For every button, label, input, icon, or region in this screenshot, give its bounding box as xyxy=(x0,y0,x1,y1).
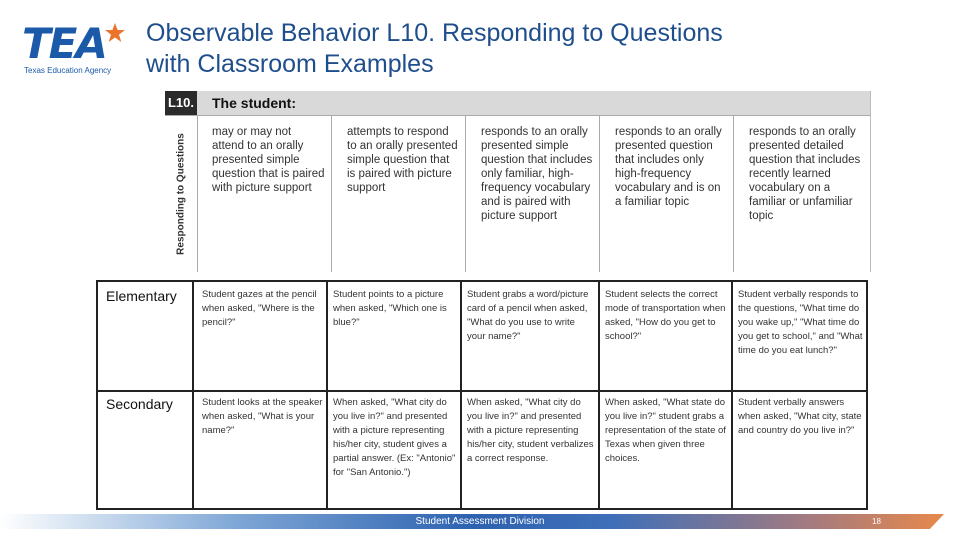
example-cell: When asked, "What city do you live in?" and presented with a picture representing his/her city, student verbalizes a correct response. xyxy=(467,397,594,464)
example-cell: When asked, "What city do you live in?" and presented with a picture representing his/her city, student gives a partial answer. (Ex: "Antonio" for "San Antonio.") xyxy=(333,397,456,478)
logo-subtitle: Texas Education Agency xyxy=(24,66,112,75)
logo-text: TEA xyxy=(22,19,106,68)
row-label-secondary: Secondary xyxy=(96,390,192,508)
rubric-level-4: responds to an orally presented question that includes only high-frequency vocabulary and is on a familiar topic xyxy=(600,116,734,272)
rubric-side-text: Responding to Questions xyxy=(175,133,187,255)
rubric-level-1: may or may not attend to an orally presented simple question that is paired with picture support xyxy=(197,116,332,272)
example-cell: When asked, "What state do you live in?" student grabs a representation of the state of Texas when given three choices. xyxy=(605,397,726,464)
rubric-header xyxy=(165,91,870,116)
divider xyxy=(866,390,868,508)
rubric-header-label: The student: xyxy=(212,95,296,111)
example-cell: Student looks at the speaker when asked, "What is your name?" xyxy=(202,397,323,436)
example-cell: Student gazes at the pencil when asked, "Where is the pencil?" xyxy=(202,289,317,328)
example-cell: Student grabs a word/picture card of a pencil when asked, "What do you use to write your name?" xyxy=(467,289,589,342)
page-title xyxy=(146,18,906,80)
rubric-image xyxy=(165,91,871,272)
example-cell: Student verbally responds to the questions, "What time do you wake up," "What time do you get to school," and "What time do you eat lunch?" xyxy=(738,289,863,356)
star-icon xyxy=(104,22,126,44)
footer-text: Student Assessment Division xyxy=(415,516,545,527)
rubric-level-2: attempts to respond to an orally presented simple question that is paired with picture support xyxy=(332,116,466,272)
example-cell: Student points to a picture when asked, "Which one is blue?" xyxy=(333,289,447,328)
divider xyxy=(866,282,868,390)
table-row xyxy=(96,280,868,392)
title-line-1: Observable Behavior L10. Responding to Questions xyxy=(146,19,723,47)
example-cell: Student selects the correct mode of transportation when asked, "How do you get to school?" xyxy=(605,289,726,342)
divider xyxy=(192,282,194,390)
page-number: 18 xyxy=(872,517,881,526)
table-row xyxy=(96,390,868,510)
example-cell: Student verbally answers when asked, "What city, state and country do you live in?" xyxy=(738,397,862,436)
tea-logo xyxy=(22,19,132,77)
rubric-level-3: responds to an orally presented simple question that includes only familiar, high-frequency vocabulary and is paired with picture support xyxy=(466,116,600,272)
rubric-code: L10. xyxy=(165,91,197,115)
title-line-2: with Classroom Examples xyxy=(146,50,434,78)
row-label-elementary: Elementary xyxy=(96,282,192,390)
divider xyxy=(192,390,194,508)
rubric-side-label xyxy=(165,116,198,272)
rubric-level-5: responds to an orally presented detailed question that includes recently learned vocabulary on a familiar or unfamiliar topic xyxy=(749,126,861,222)
